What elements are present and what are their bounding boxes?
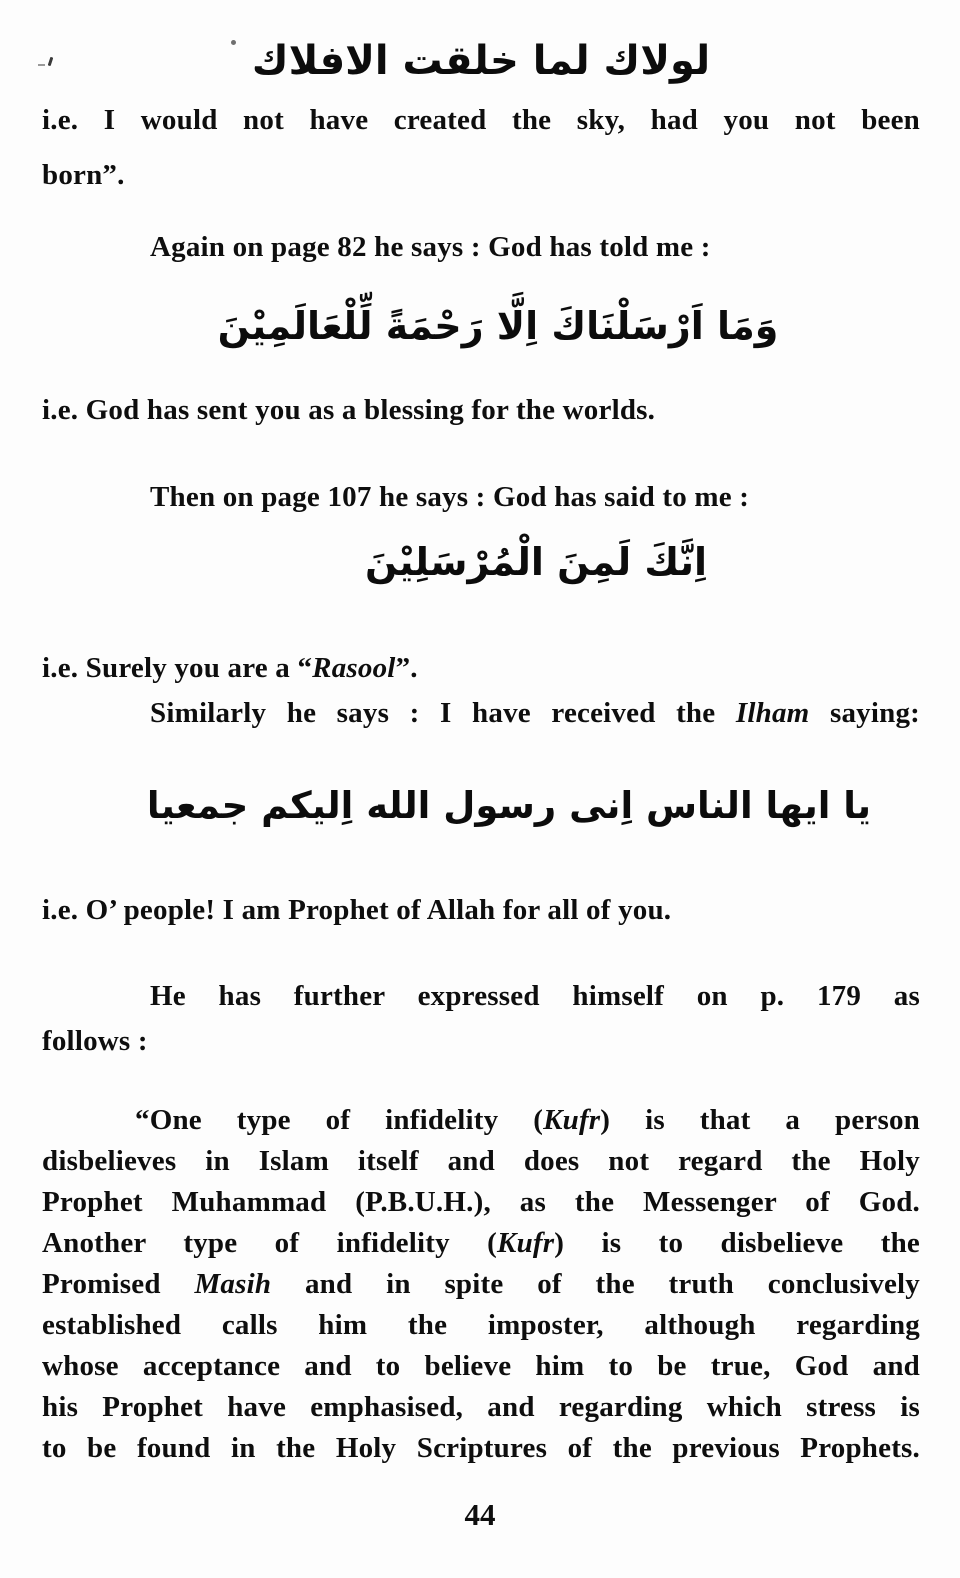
quote-line: whose acceptance and to believe him to be true, God and bbox=[42, 1350, 920, 1382]
narration-page-82: Again on page 82 he says : God has told me : bbox=[150, 231, 711, 263]
arabic-quote-3: اِنَّكَ لَمِنَ الْمُرْسَلِيْنَ bbox=[364, 540, 708, 584]
translation-people: i.e. O’ people! I am Prophet of Allah for all of you. bbox=[42, 894, 672, 926]
italic-term-masih: Masih bbox=[194, 1268, 272, 1300]
narration-page-179-line-1: He has further expressed himself on p. 179 as bbox=[150, 980, 920, 1012]
narration-page-107: Then on page 107 he says : God has said to me : bbox=[150, 481, 750, 513]
quote-line: to be found in the Holy Scriptures of the previous Prophets. bbox=[42, 1432, 920, 1464]
arabic-quote-1: لولاك لما خلقت الافلاك bbox=[251, 38, 711, 84]
page-number: 44 bbox=[464, 1497, 496, 1532]
text-segment: i.e. Surely you are a “ bbox=[42, 652, 313, 684]
quote-line bbox=[42, 1223, 920, 1264]
quote-line bbox=[42, 1100, 920, 1141]
text-segment: Promised bbox=[42, 1268, 195, 1300]
translation-line-1: i.e. I would not have created the sky, had you not been bbox=[42, 104, 920, 136]
narration-ilham bbox=[42, 693, 920, 734]
quote-line: established calls him the imposter, although regarding bbox=[42, 1309, 920, 1341]
italic-term-ilham: Ilham bbox=[735, 697, 810, 729]
text-segment: and in spite of the truth conclusively bbox=[271, 1268, 920, 1300]
quoted-paragraph bbox=[42, 1100, 920, 1469]
italic-term-rasool: Rasool bbox=[312, 652, 396, 684]
translation-worlds: i.e. God has sent you as a blessing for the worlds. bbox=[42, 394, 656, 426]
text-segment: “One type of infidelity ( bbox=[135, 1104, 544, 1136]
text-segment: ”. bbox=[395, 652, 418, 684]
italic-term-kufr: Kufr bbox=[497, 1227, 555, 1259]
translation-line-2: born”. bbox=[42, 159, 125, 191]
quote-line: Prophet Muhammad (P.B.U.H.), as the Messenger of God. bbox=[42, 1186, 920, 1218]
arabic-quote-4: يا ايها الناس اِنى رسول الله اِليكم جمعيا bbox=[146, 784, 872, 827]
text-segment: ) is to disbelieve the bbox=[554, 1227, 920, 1259]
narration-page-179-line-2: follows : bbox=[42, 1025, 148, 1057]
quote-line: his Prophet have emphasised, and regarding which stress is bbox=[42, 1391, 920, 1423]
text-segment: saying: bbox=[809, 697, 921, 729]
quote-line bbox=[42, 1264, 920, 1305]
text-segment: ) is that a person bbox=[600, 1104, 920, 1136]
arabic-quote-2: وَمَا اَرْسَلْنَاكَ اِلَّا رَحْمَةً لِّلْعَالَمِيْنَ bbox=[217, 304, 779, 348]
text-segment: Another type of infidelity ( bbox=[42, 1227, 498, 1259]
translation-rasool bbox=[42, 648, 920, 689]
italic-term-kufr: Kufr bbox=[543, 1104, 601, 1136]
quote-line: disbelieves in Islam itself and does not regard the Holy bbox=[42, 1145, 920, 1177]
text-segment: Similarly he says : I have received the bbox=[150, 697, 736, 729]
